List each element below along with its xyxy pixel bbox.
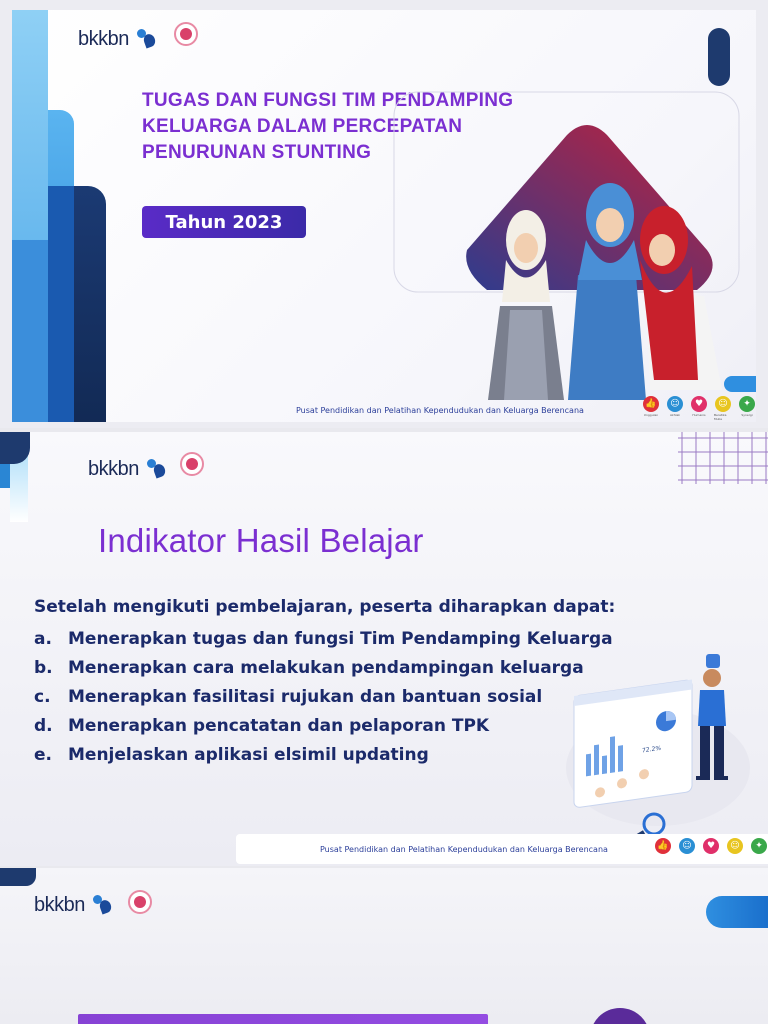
cover-title-line-3: PENURUNAN STUNTING <box>142 142 372 163</box>
bkkbn-logo-3 <box>34 894 113 917</box>
humanis-icon: ♥ Humanis <box>690 396 708 421</box>
list-item: d. Menerapkan pencatatan dan pelaporan TPK <box>34 715 490 736</box>
akhlak-icon: ☺ <box>678 838 696 854</box>
bkkbn-logo-2 <box>88 458 167 481</box>
slide-partial <box>0 868 768 1024</box>
indicator-footer: Pusat Pendidikan dan Pelatihan Kependudukan dan Keluarga Berencana <box>320 845 608 854</box>
cover-card <box>12 10 756 422</box>
cover-title-line-1: TUGAS DAN FUNGSI TIM PENDAMPING <box>142 90 514 111</box>
deco-pill-blue <box>724 376 756 392</box>
list-item: b. Menerapkan cara melakukan pendampingan keluarga <box>34 657 584 678</box>
logo-mark-icon <box>135 29 157 51</box>
logo-text: bkkbn <box>78 28 129 50</box>
year-label: Tahun 2023 <box>142 206 306 238</box>
synergi-icon: ✦ <box>750 838 768 854</box>
cover-illustration <box>392 90 742 400</box>
deco-pill-blue-3 <box>706 896 768 928</box>
logo-mark-icon-2 <box>145 459 167 481</box>
deco-top-navy-3 <box>0 868 36 886</box>
beretika-icon: ☺ Beretika Mulia <box>714 396 732 421</box>
program-badge-icon-3 <box>128 890 152 914</box>
deco-bar-navy <box>48 186 74 422</box>
indicator-list <box>34 624 613 769</box>
dashboard-value-text: 72.2% <box>642 744 662 755</box>
cover-footer: Pusat Pendidikan dan Pelatihan Kependudukan dan Keluarga Berencana <box>296 406 584 415</box>
heading-cutoff <box>78 1014 488 1024</box>
slide-cover <box>0 0 768 428</box>
values-icons-2 <box>654 838 768 854</box>
deco-bar-dark <box>74 186 106 422</box>
dashboard-illustration <box>560 638 756 834</box>
list-item: e. Menjelaskan aplikasi elsimil updating <box>34 744 429 765</box>
logo-text-3: bkkbn <box>34 894 85 916</box>
unggulan-icon: 👍 Unggulan <box>642 396 660 421</box>
program-badge-icon-2 <box>180 452 204 476</box>
values-icons <box>642 396 756 421</box>
bkkbn-logo <box>78 28 157 51</box>
synergi-icon: ✦ Synergi <box>738 396 756 421</box>
deco-pill-navy <box>708 28 730 86</box>
akhlak-icon: ☺ Akhlak <box>666 396 684 421</box>
deco-bottom-purple <box>590 1008 650 1024</box>
list-item: a. Menerapkan tugas dan fungsi Tim Pendamping Keluarga <box>34 628 613 649</box>
logo-mark-icon-3 <box>91 895 113 917</box>
program-badge-icon <box>174 22 198 46</box>
grid-pattern-decoration <box>678 432 768 484</box>
humanis-icon: ♥ <box>702 838 720 854</box>
logo-text-2: bkkbn <box>88 458 139 480</box>
cover-title-line-2: KELUARGA DALAM PERCEPATAN <box>142 116 463 137</box>
slide-indicators <box>0 432 768 866</box>
unggulan-icon: 👍 <box>654 838 672 854</box>
indicator-heading: Indikator Hasil Belajar <box>98 522 424 559</box>
list-item: c. Menerapkan fasilitasi rujukan dan bantuan sosial <box>34 686 543 707</box>
indicator-intro: Setelah mengikuti pembelajaran, peserta diharapkan dapat: <box>34 597 616 617</box>
figure-right <box>640 206 722 390</box>
beretika-icon: ☺ <box>726 838 744 854</box>
